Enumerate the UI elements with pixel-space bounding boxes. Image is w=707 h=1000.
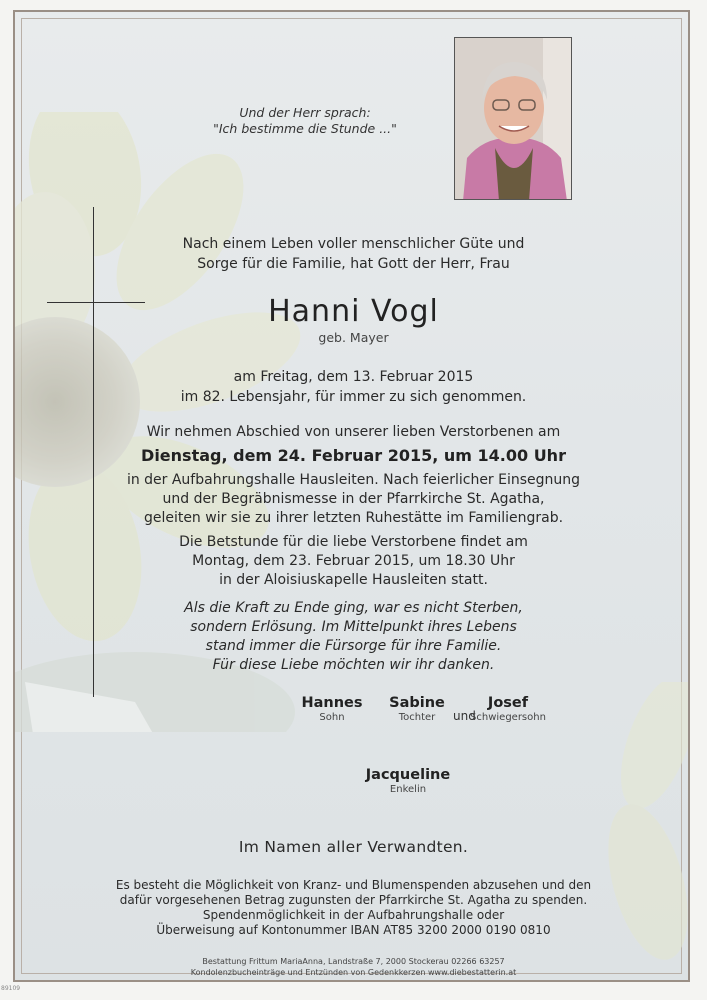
ceremony-line: geleiten wir sie zu ihrer letzten Ruhestätte im Familiengrab.: [143, 510, 564, 526]
intro-line: Sorge für die Familie, hat Gott der Herr, Frau: [197, 256, 510, 272]
donation-line: Überweisung auf Kontonummer IBAN AT85 3200 2000 0190 0810: [156, 923, 551, 937]
deceased-name: Hanni Vogl: [268, 294, 439, 329]
footer-line: Kondolenzbucheinträge und Entzünden von Gedenkkerzen www.diebestatterin.at: [190, 968, 517, 977]
closing-line: Im Namen aller Verwandten.: [238, 838, 469, 856]
mourner-entry: [383, 695, 451, 723]
parte-frame: [13, 10, 690, 982]
undertaker-footer: [15, 956, 690, 978]
ceremony-line: in der Aufbahrungshalle Hausleiten. Nach feierlicher Einsegnung: [126, 472, 581, 488]
donation-line: Spendenmöglichkeit in der Aufbahrungshalle oder: [202, 908, 505, 922]
intro-line: Nach einem Leben voller menschlicher Güte und: [182, 236, 525, 252]
mourner-name: Jacqueline: [365, 767, 451, 783]
mourner-name: Hannes: [301, 695, 363, 711]
death-info: [15, 367, 690, 407]
funeral-date: Dienstag, dem 24. Februar 2015, um 14.00 Uhr: [141, 446, 566, 465]
death-line: im 82. Lebensjahr, für immer zu sich genommen.: [180, 389, 527, 405]
mourner-name: Sabine: [389, 695, 445, 711]
mourner-entry: [353, 767, 463, 795]
prayer-line: Montag, dem 23. Februar 2015, um 18.30 Uhr: [192, 553, 515, 569]
donation-line: dafür vorgesehenen Betrag zugunsten der Pfarrkirche St. Agatha zu spenden.: [119, 893, 588, 907]
portrait-photo: [454, 37, 572, 200]
mourner-role: Tochter: [398, 712, 436, 723]
quote-line: "Ich bestimme die Stunde ...": [213, 121, 397, 136]
memorial-poem: [15, 599, 690, 675]
mourner-connector: und: [453, 709, 476, 723]
footer-line: Bestattung Frittum MariaAnna, Landstraße 7, 2000 Stockerau 02266 63257: [202, 957, 505, 966]
death-line: am Freitag, dem 13. Februar 2015: [233, 369, 474, 385]
ceremony-line: und der Begräbnismesse in der Pfarrkirche St. Agatha,: [162, 491, 545, 507]
mourner-role: Enkelin: [389, 784, 427, 795]
mourner-role: Sohn: [319, 712, 345, 723]
prayer-line: Die Betstunde für die liebe Verstorbene findet am: [179, 534, 528, 550]
poem-line: stand immer die Fürsorge für ihre Familie.: [205, 638, 502, 654]
poem-line: sondern Erlösung. Im Mittelpunkt ihres Lebens: [190, 619, 517, 635]
poem-line: Als die Kraft zu Ende ging, war es nicht Sterben,: [184, 600, 523, 616]
poem-line: Für diese Liebe möchten wir ihr danken.: [212, 657, 495, 673]
intro-text: [15, 234, 690, 274]
bible-quote: [200, 105, 410, 137]
mourner-name: Josef: [487, 695, 529, 711]
prayer-text: [15, 533, 690, 590]
mourner-entry: [463, 695, 553, 723]
donation-notice: [15, 878, 690, 938]
maiden-name: geb. Mayer: [318, 330, 389, 345]
mourner-entry: [297, 695, 367, 723]
quote-line: Und der Herr sprach:: [239, 105, 371, 120]
ceremony-text: [15, 471, 690, 528]
prayer-line: in der Aloisiuskapelle Hausleiten statt.: [219, 572, 488, 588]
farewell-text: Wir nehmen Abschied von unserer lieben Verstorbenen am: [146, 424, 561, 440]
document-code: 89109: [1, 985, 21, 992]
mourner-role: Schwiegersohn: [470, 712, 546, 723]
donation-line: Es besteht die Möglichkeit von Kranz- und Blumenspenden abzusehen und den: [115, 878, 592, 892]
